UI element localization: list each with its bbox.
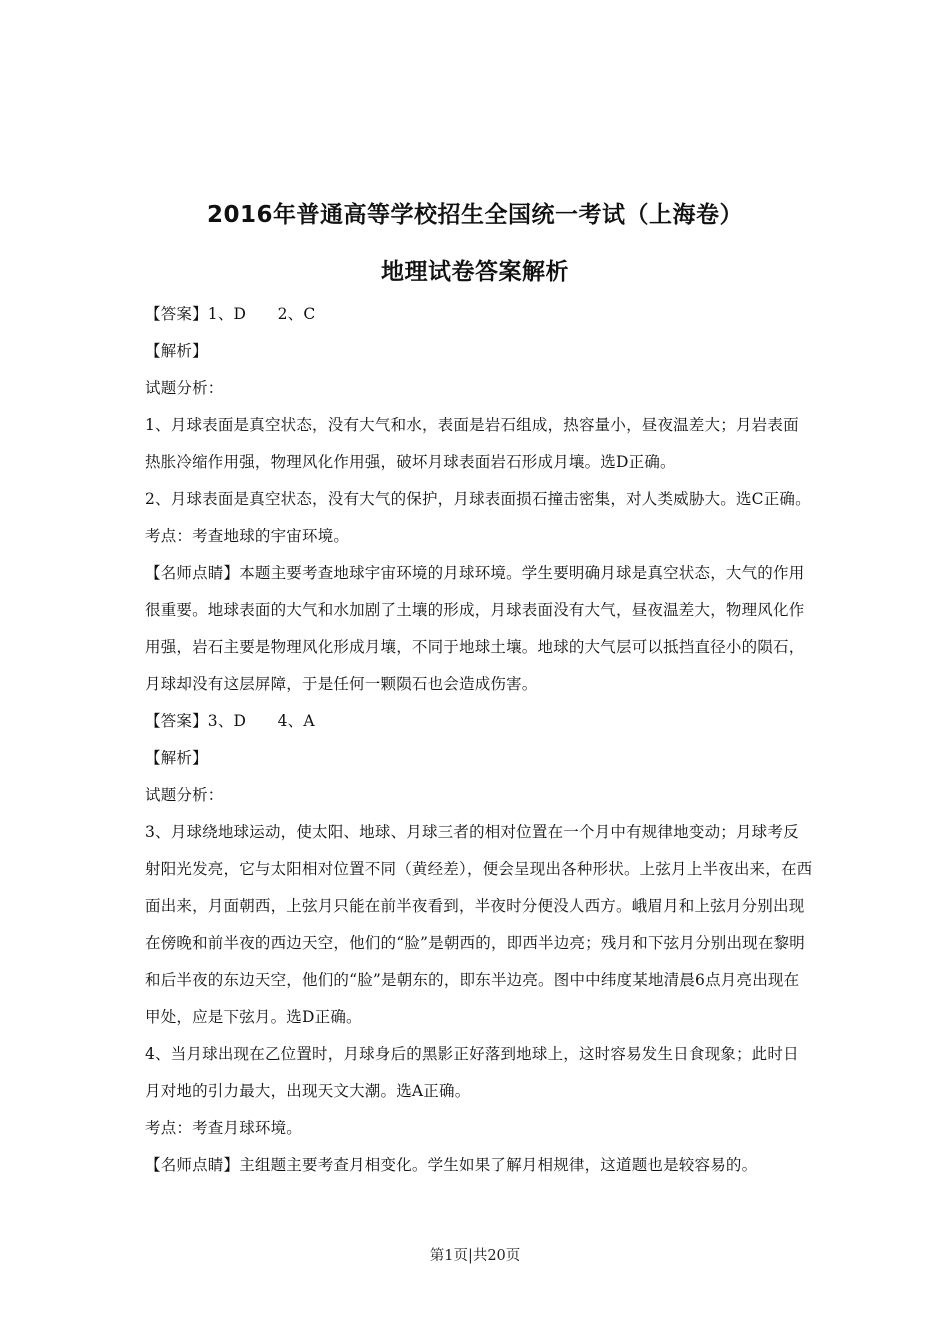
test-point-1: 考点：考查地球的宇宙环境。 [145, 527, 350, 545]
teacher-note-2: 【名师点睛】主组题主要考查月相变化。学生如果了解月相规律，这道题也是较容易的。 [145, 1156, 758, 1174]
analysis-label-2: 【解析】 [145, 749, 208, 767]
test-point-2: 考点：考查月球环境。 [145, 1119, 303, 1137]
analysis-intro-2: 试题分析： [145, 786, 224, 804]
analysis-item-3: 3、月球绕地球运动，使太阳、地球、月球三者的相对位置在一个月中有规律地变动；月球考反射阳光发亮，它与太阳相对位置不同（黄经差），便会呈现出各种形状。上弦月上半夜出来，在西面出来，月面朝西，上弦月只能在前半夜看到，半夜时分便没人西方。峨眉月和上弦月分别出现在傍晚和前半夜的西边天空，他们的“脸”是朝西的，即西半边亮；残月和下弦月分别出现在黎明和后半夜的东边天空，他们的“脸”是朝东的，即东半边亮。图中中纬度某地清晨6点月亮出现在甲处，应是下弦月。选D正确。 [145, 823, 813, 1026]
analysis-label-1: 【解析】 [145, 342, 208, 360]
document-subtitle: 地理试卷答案解析 [381, 259, 569, 285]
analysis-item-2: 2、月球表面是真空状态，没有大气的保护，月球表面损石撞击密集，对人类威胁大。选C正确。 [145, 490, 811, 508]
document-body [145, 296, 813, 1184]
document-title: 2016年普通高等学校招生全国统一考试（上海卷） [206, 202, 743, 228]
teacher-note-1: 【名师点睛】本题主要考查地球宇宙环境的月球环境。学生要明确月球是真空状态，大气的作用很重要。地球表面的大气和水加剧了土壤的形成，月球表面没有大气，昼夜温差大，物理风化作用强，岩石主要是物理风化形成月壤，不同于地球土壤。地球的大气层可以抵挡直径小的陨石，月球却没有这层屏障，于是任何一颗陨石也会造成伤害。 [145, 564, 805, 693]
page-number: 第1页|共20页 [429, 1248, 521, 1264]
analysis-item-4: 4、当月球出现在乙位置时，月球身后的黑影正好落到地球上，这时容易发生日食现象；此时日月对地的引力最大，出现天文大潮。选A正确。 [145, 1045, 799, 1100]
analysis-intro-1: 试题分析： [145, 379, 224, 397]
answer-heading-1: 【答案】1、D 2、C [145, 305, 316, 323]
analysis-item-1: 1、月球表面是真空状态，没有大气和水，表面是岩石组成，热容量小，昼夜温差大；月岩表面热胀冷缩作用强，物理风化作用强，破坏月球表面岩石形成月壤。选D正确。 [145, 416, 799, 471]
answer-heading-2: 【答案】3、D 4、A [145, 712, 315, 730]
